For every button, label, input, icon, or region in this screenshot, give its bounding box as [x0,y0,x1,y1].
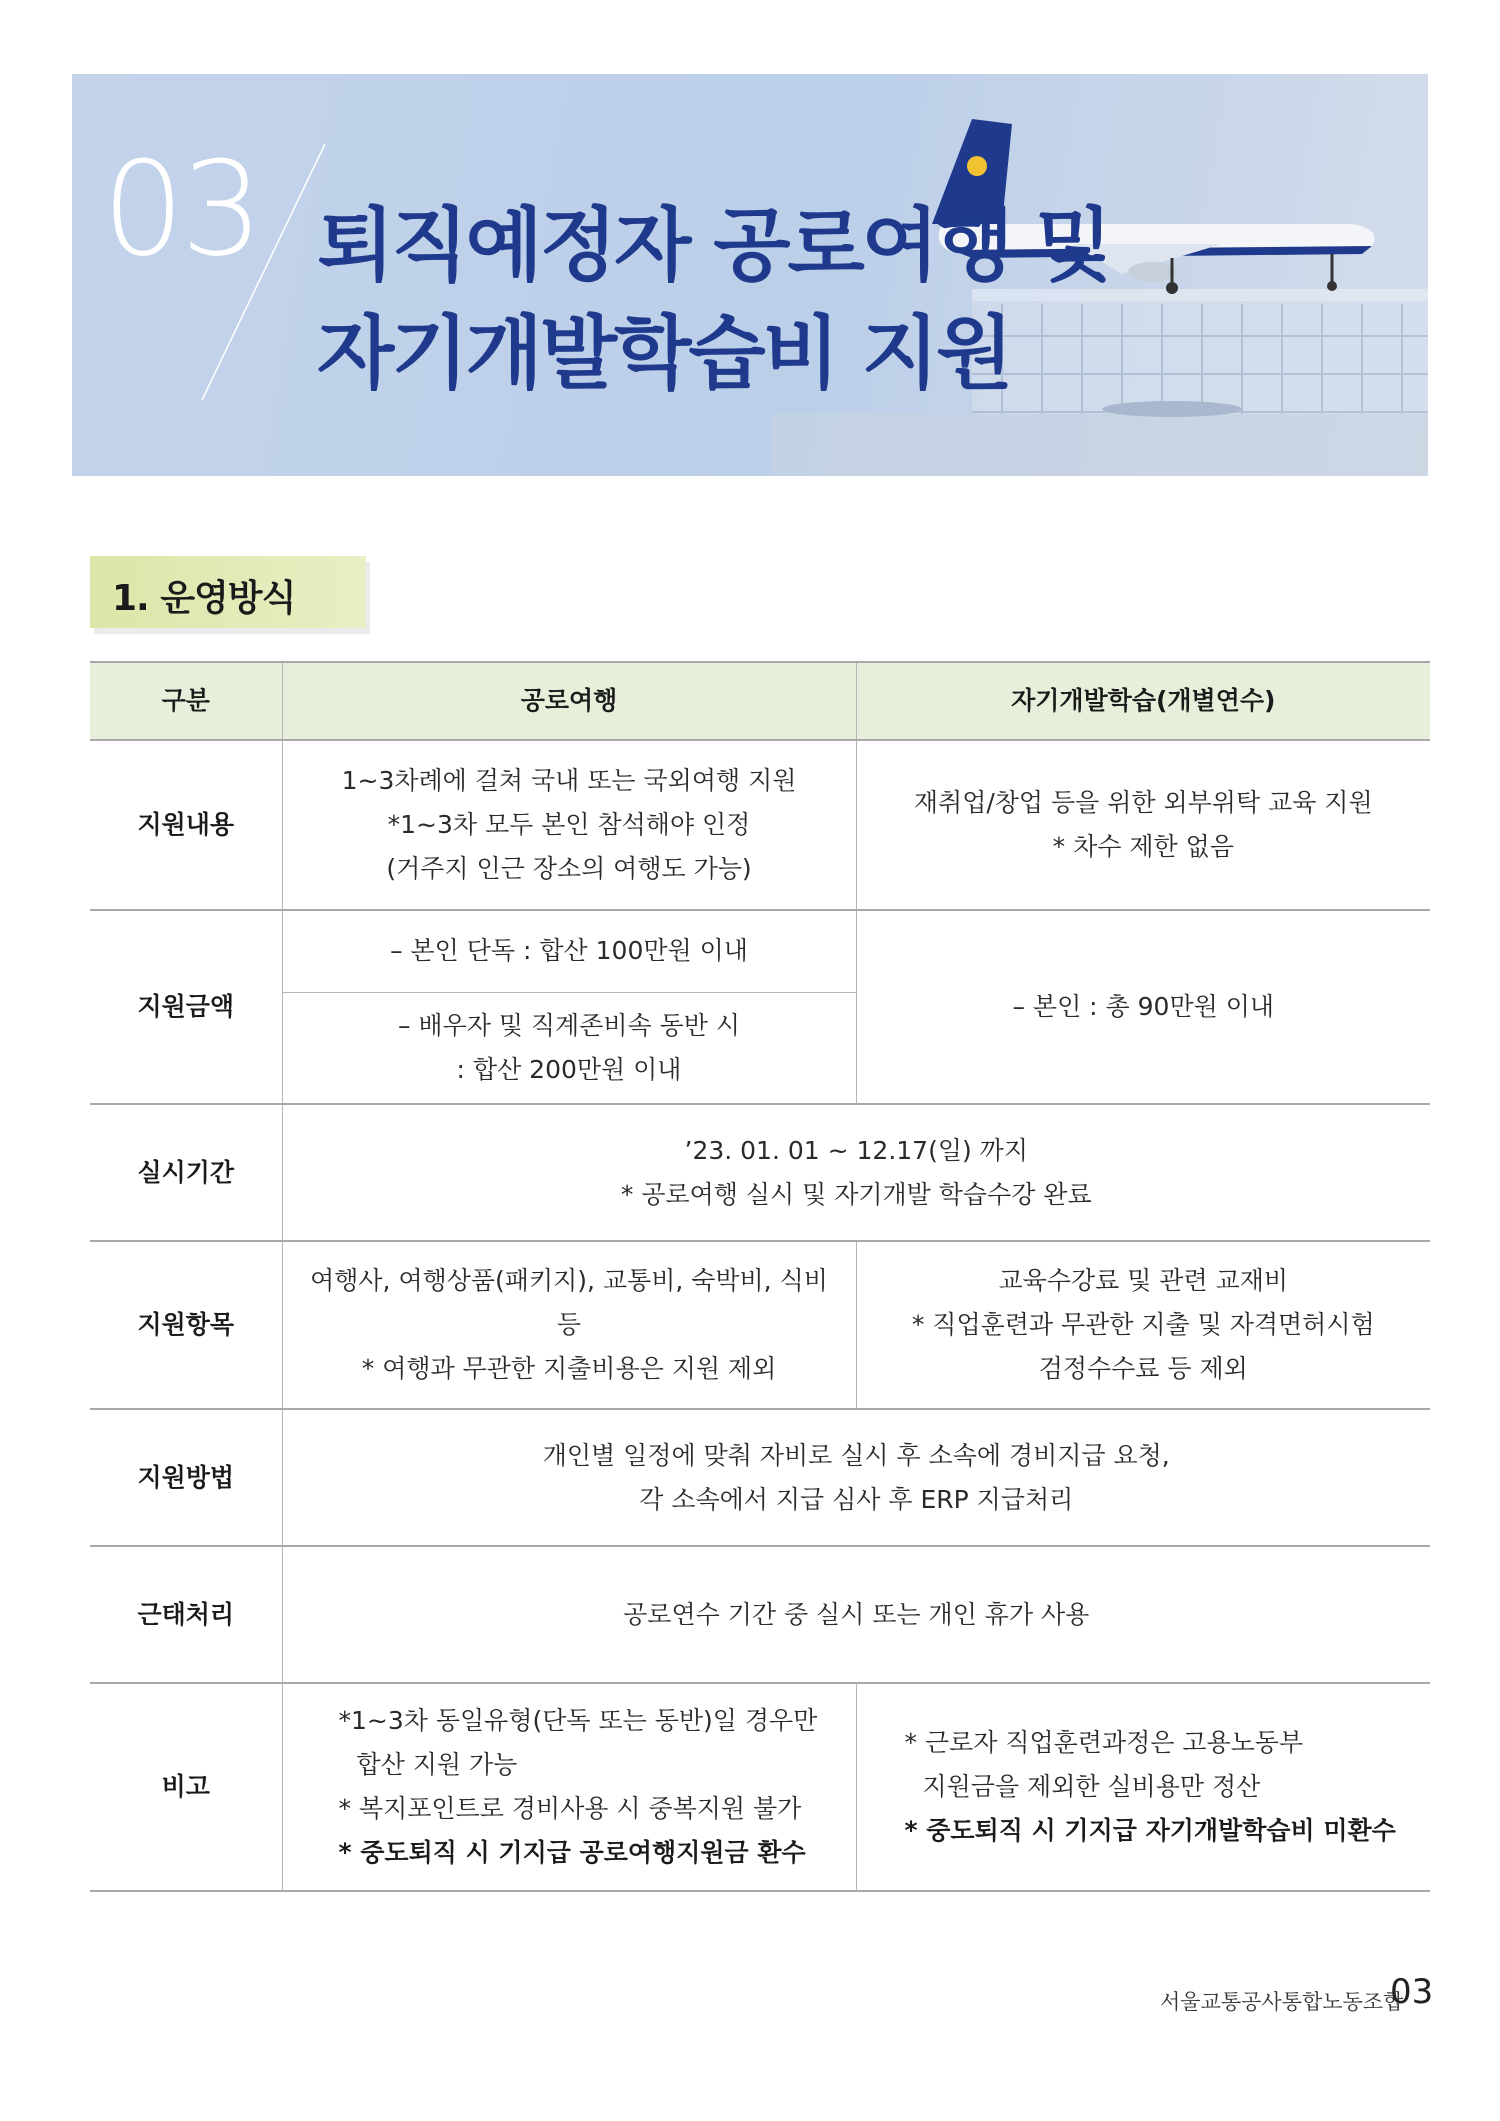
cell-line: (거주지 인근 장소의 여행도 가능) [386,854,752,883]
cell-line: ’23. 01. 01 ~ 12.17(일) 까지 [684,1135,1028,1165]
page-title [317,192,1110,408]
footer-organization: 서울교통공사통합노동조합 [1160,1990,1404,2014]
chapter-number: 03 [102,133,260,285]
row-label: 지원방법 [90,1409,282,1546]
travel-cell: – 본인 단독 : 합산 100만원 이내 [282,910,856,992]
header-travel: 공로여행 [282,662,856,740]
travel-cell [282,740,856,910]
cell-line: 여행사, 여행상품(패키지), 교통비, 숙박비, 식비 등 [310,1266,828,1339]
cell-line: 1~3차례에 걸쳐 국내 또는 국외여행 지원 [341,766,797,795]
page-number: 03 [1390,1972,1434,2012]
header-study: 자기개발학습(개별연수) [856,662,1430,740]
travel-cell [282,992,856,1104]
table-row-support-amount [90,910,1430,992]
row-label: 실시기간 [90,1104,282,1241]
cell-line-emphasis: * 중도퇴직 시 기지급 공로여행지원금 환수 [338,1838,806,1867]
row-label: 지원금액 [90,910,282,1104]
chapter-banner [72,74,1428,476]
row-label: 근태처리 [90,1546,282,1683]
study-cell [856,740,1430,910]
table-row-attendance [90,1546,1430,1683]
table-row-method [90,1409,1430,1546]
header-category: 구분 [90,662,282,740]
travel-cell [282,1683,856,1891]
travel-cell [282,1241,856,1409]
cell-line: 지원금을 제외한 실비용만 정산 [922,1772,1261,1801]
cell-line: : 합산 200만원 이내 [456,1054,682,1084]
cell-line: – 배우자 및 직계존비속 동반 시 [397,1010,741,1040]
cell-line: 개인별 일정에 맞춰 자비로 실시 후 소속에 경비지급 요청, [542,1440,1170,1470]
cell-line: *1~3차 모두 본인 참석해야 인정 [387,810,751,839]
cell-line: * 직업훈련과 무관한 지출 및 자격면허시험 [911,1310,1375,1339]
table-row-items [90,1241,1430,1409]
table-row-period [90,1104,1430,1241]
operation-table [90,661,1430,1892]
merged-cell [282,1409,1430,1546]
study-cell: – 본인 : 총 90만원 이내 [856,910,1430,1104]
section-heading [90,556,366,628]
merged-cell [282,1104,1430,1241]
page-title-line1: 퇴직예정자 공로여행 및 [317,199,1110,292]
page-title-line2: 자기개발학습비 지원 [317,307,1011,400]
cell-line: * 공로여행 실시 및 자기개발 학습수강 완료 [620,1179,1092,1209]
cell-line: 재취업/창업 등을 위한 외부위탁 교육 지원 [913,788,1373,817]
cell-line: 교육수강료 및 관련 교재비 [998,1266,1288,1295]
cell-line: 합산 지원 가능 [356,1750,518,1779]
study-cell [856,1683,1430,1891]
cell-line: * 차수 제한 없음 [1052,832,1234,861]
cell-line: *1~3차 동일유형(단독 또는 동반)일 경우만 [338,1706,818,1735]
row-label: 지원항목 [90,1241,282,1409]
slash-divider [200,142,330,402]
cell-line: 각 소속에서 지급 심사 후 ERP 지급처리 [639,1484,1074,1514]
row-label: 비고 [90,1683,282,1891]
table-row-remarks [90,1683,1430,1891]
row-label: 지원내용 [90,740,282,910]
cell-line: * 근로자 직업훈련과정은 고용노동부 [904,1728,1304,1757]
study-cell [856,1241,1430,1409]
cell-line-emphasis: * 중도퇴직 시 기지급 자기개발학습비 미환수 [904,1816,1396,1845]
table-header-row [90,662,1430,740]
section-heading-text: 1. 운영방식 [112,578,296,619]
cell-line: * 여행과 무관한 지출비용은 지원 제외 [361,1354,777,1383]
merged-cell: 공로연수 기간 중 실시 또는 개인 휴가 사용 [282,1546,1430,1683]
cell-line: * 복지포인트로 경비사용 시 중복지원 불가 [338,1794,802,1823]
cell-line: 검정수수료 등 제외 [1038,1354,1248,1383]
table-row-support-content [90,740,1430,910]
